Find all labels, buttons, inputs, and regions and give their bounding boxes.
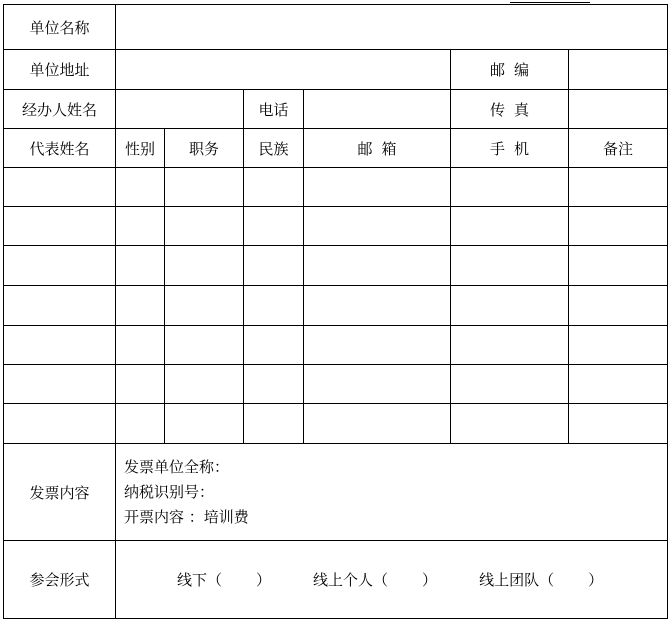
representative-row (4, 168, 668, 207)
option-offline-label: 线下（ (177, 571, 223, 589)
postcode-field[interactable] (569, 50, 668, 90)
cell-title[interactable] (165, 286, 244, 326)
fax-field[interactable] (569, 90, 668, 129)
cell-mobile[interactable] (451, 404, 569, 444)
cell-title[interactable] (165, 404, 244, 444)
cell-remarks[interactable] (569, 365, 668, 404)
representative-row (4, 404, 668, 444)
cell-title[interactable] (165, 246, 244, 286)
representative-row (4, 207, 668, 246)
cell-ethnicity[interactable] (244, 404, 304, 444)
column-header-mobile: 手机 (451, 129, 569, 168)
cell-ethnicity[interactable] (244, 246, 304, 286)
cell-email[interactable] (304, 365, 451, 404)
invoice-company-name-label: 发票单位全称： (124, 457, 230, 476)
column-header-name: 代表姓名 (4, 129, 116, 168)
cell-remarks[interactable] (569, 246, 668, 286)
cell-title[interactable] (165, 365, 244, 404)
invoice-row (4, 444, 668, 541)
cell-mobile[interactable] (451, 168, 569, 207)
cell-ethnicity[interactable] (244, 207, 304, 246)
cell-gender[interactable] (116, 326, 165, 365)
cell-mobile[interactable] (451, 286, 569, 326)
cell-name[interactable] (4, 404, 116, 444)
registration-table (3, 4, 668, 619)
option-offline[interactable] (177, 569, 271, 590)
cell-mobile[interactable] (451, 365, 569, 404)
invoice-content-line: 开票内容 ：培训费 (124, 507, 249, 526)
cell-ethnicity[interactable] (244, 168, 304, 207)
cell-gender[interactable] (116, 286, 165, 326)
cell-title[interactable] (165, 326, 244, 365)
option-offline-close: ） (256, 571, 272, 589)
cell-mobile[interactable] (451, 326, 569, 365)
handler-name-field[interactable] (116, 90, 244, 129)
unit-address-field[interactable] (116, 50, 451, 90)
phone-label: 电话 (244, 90, 304, 129)
unit-address-row (4, 50, 668, 90)
participation-row (4, 541, 668, 619)
representative-row (4, 326, 668, 365)
unit-name-field[interactable] (116, 5, 668, 50)
cell-title[interactable] (165, 168, 244, 207)
option-online-team[interactable] (479, 569, 603, 590)
option-online-team-label: 线上团队（ (479, 571, 555, 589)
cell-name[interactable] (4, 207, 116, 246)
unit-name-label: 单位名称 (4, 5, 116, 50)
fax-label: 传真 (451, 90, 569, 129)
representative-row (4, 246, 668, 286)
cell-email[interactable] (304, 168, 451, 207)
option-online-individual-close: ） (422, 571, 438, 589)
cell-gender[interactable] (116, 365, 165, 404)
cell-remarks[interactable] (569, 404, 668, 444)
column-header-title: 职务 (165, 129, 244, 168)
cell-gender[interactable] (116, 404, 165, 444)
unit-name-row (4, 5, 668, 50)
cell-name[interactable] (4, 326, 116, 365)
cell-email[interactable] (304, 207, 451, 246)
cell-gender[interactable] (116, 168, 165, 207)
cell-email[interactable] (304, 286, 451, 326)
invoice-content-cell[interactable] (116, 444, 668, 541)
invoice-section-label: 发票内容 (4, 444, 116, 541)
participation-section-label: 参会形式 (4, 541, 116, 619)
column-header-remarks: 备注 (569, 129, 668, 168)
column-header-email: 邮箱 (304, 129, 451, 168)
representative-header-row (4, 129, 668, 168)
cell-remarks[interactable] (569, 286, 668, 326)
cell-gender[interactable] (116, 246, 165, 286)
cell-name[interactable] (4, 168, 116, 207)
participation-options-cell (116, 541, 668, 619)
cell-ethnicity[interactable] (244, 326, 304, 365)
cell-email[interactable] (304, 246, 451, 286)
cell-mobile[interactable] (451, 246, 569, 286)
phone-field[interactable] (304, 90, 451, 129)
cell-name[interactable] (4, 286, 116, 326)
cell-name[interactable] (4, 246, 116, 286)
handler-row (4, 90, 668, 129)
option-online-team-close: ） (588, 571, 604, 589)
cell-name[interactable] (4, 365, 116, 404)
cell-remarks[interactable] (569, 168, 668, 207)
representative-row (4, 286, 668, 326)
cell-email[interactable] (304, 404, 451, 444)
cell-remarks[interactable] (569, 326, 668, 365)
column-header-gender: 性别 (116, 129, 165, 168)
cell-ethnicity[interactable] (244, 365, 304, 404)
cell-email[interactable] (304, 326, 451, 365)
handler-name-label: 经办人姓名 (4, 90, 116, 129)
representative-row (4, 365, 668, 404)
option-online-individual[interactable] (313, 569, 437, 590)
unit-address-label: 单位地址 (4, 50, 116, 90)
invoice-tax-id-label: 纳税识别号： (124, 482, 215, 501)
cell-mobile[interactable] (451, 207, 569, 246)
column-header-ethnicity: 民族 (244, 129, 304, 168)
cell-title[interactable] (165, 207, 244, 246)
option-online-individual-label: 线上个人（ (313, 571, 389, 589)
cell-gender[interactable] (116, 207, 165, 246)
cell-remarks[interactable] (569, 207, 668, 246)
postcode-label: 邮编 (451, 50, 569, 90)
cell-ethnicity[interactable] (244, 286, 304, 326)
